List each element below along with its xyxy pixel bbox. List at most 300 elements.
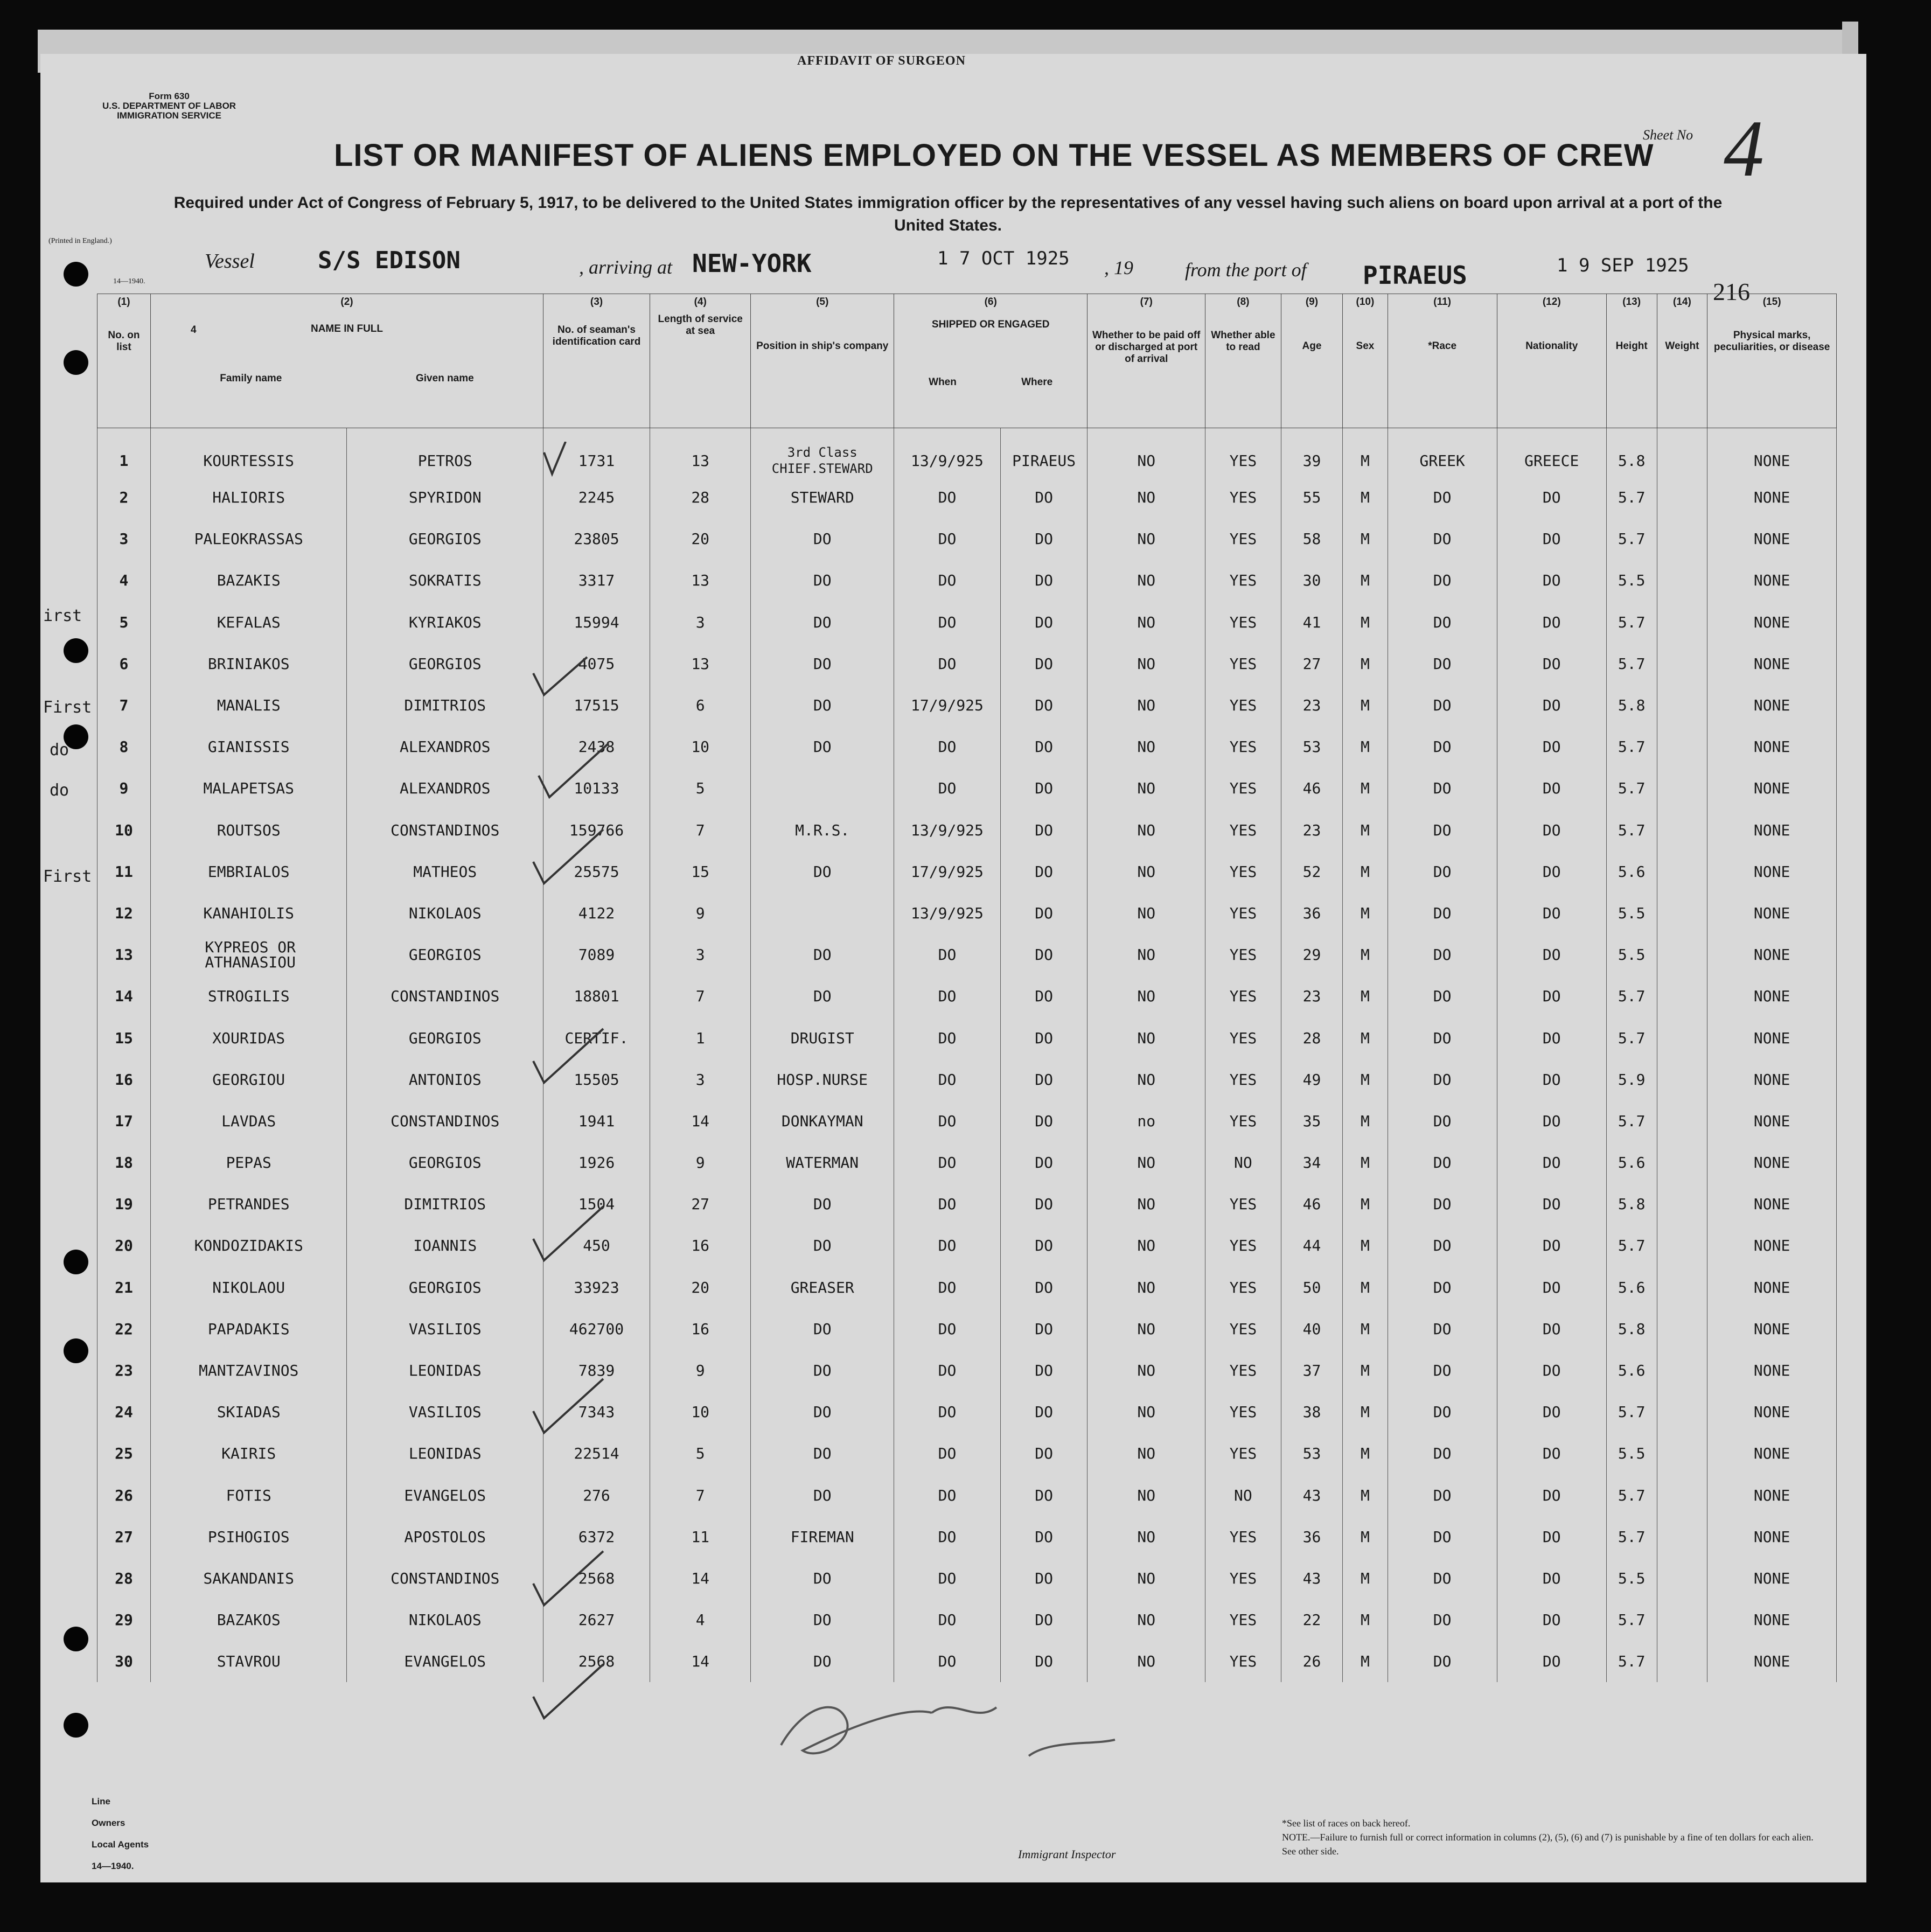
height: 5.5 bbox=[1606, 560, 1657, 601]
from-port: PIRAEUS bbox=[1363, 261, 1467, 290]
service-length: 6 bbox=[650, 685, 750, 726]
agents-label: Local Agents bbox=[92, 1839, 149, 1850]
id-card-number: 276 bbox=[543, 1475, 650, 1516]
id-card-number: 2245 bbox=[543, 477, 650, 518]
age: 34 bbox=[1281, 1142, 1343, 1183]
row-number: 16 bbox=[97, 1059, 151, 1100]
sex: M bbox=[1343, 726, 1388, 768]
able-to-read: YES bbox=[1205, 1641, 1281, 1682]
able-to-read: YES bbox=[1205, 518, 1281, 560]
id-card-number: 4075 bbox=[543, 643, 650, 685]
shipped-where: DO bbox=[1000, 1391, 1087, 1433]
punch-hole bbox=[64, 638, 88, 663]
physical-marks: NONE bbox=[1707, 1391, 1837, 1433]
col-number: (6) bbox=[984, 296, 997, 308]
id-card-number: 7839 bbox=[543, 1350, 650, 1391]
col-sex-header bbox=[1343, 294, 1388, 428]
paid-off: NO bbox=[1088, 685, 1205, 726]
service-length: 27 bbox=[650, 1183, 750, 1225]
given-name: ANTONIOS bbox=[347, 1059, 543, 1100]
id-card-number: 1926 bbox=[543, 1142, 650, 1183]
margin-note: do bbox=[50, 781, 69, 800]
paid-off: NO bbox=[1088, 1641, 1205, 1682]
id-card-number: CERTIF. bbox=[543, 1017, 650, 1058]
height: 5.7 bbox=[1606, 726, 1657, 768]
sex: M bbox=[1343, 1059, 1388, 1100]
family-name: MANALIS bbox=[150, 685, 347, 726]
nationality: DO bbox=[1497, 560, 1606, 601]
able-to-read: YES bbox=[1205, 1017, 1281, 1058]
table-row bbox=[97, 1100, 1837, 1142]
weight bbox=[1657, 602, 1707, 643]
sex: M bbox=[1343, 934, 1388, 975]
shipped-where: DO bbox=[1000, 518, 1087, 560]
col-label: Sex bbox=[1356, 340, 1375, 352]
row-number: 9 bbox=[97, 768, 151, 809]
able-to-read: YES bbox=[1205, 477, 1281, 518]
sex: M bbox=[1343, 975, 1388, 1017]
table-row bbox=[97, 726, 1837, 768]
service-length: 9 bbox=[650, 1142, 750, 1183]
paid-off: NO bbox=[1088, 560, 1205, 601]
given-name: PETROS bbox=[347, 428, 543, 477]
id-card-number: 10133 bbox=[543, 768, 650, 809]
shipped-when: DO bbox=[894, 768, 1001, 809]
paid-off: NO bbox=[1088, 602, 1205, 643]
arriving-port: NEW-YORK bbox=[692, 249, 812, 278]
nationality: DO bbox=[1497, 1225, 1606, 1266]
age: 36 bbox=[1281, 892, 1343, 934]
height: 5.7 bbox=[1606, 1641, 1657, 1682]
col-label: Length of service at sea bbox=[658, 313, 743, 337]
shipped-where: DO bbox=[1000, 477, 1087, 518]
given-name: GEORGIOS bbox=[347, 1267, 543, 1308]
id-card-number: 1731 bbox=[543, 428, 650, 477]
table-row bbox=[97, 1225, 1837, 1266]
shipped-where: DO bbox=[1000, 1142, 1087, 1183]
weight bbox=[1657, 975, 1707, 1017]
service-length: 13 bbox=[650, 428, 750, 477]
row-number: 6 bbox=[97, 643, 151, 685]
position: DO bbox=[751, 685, 894, 726]
physical-marks: NONE bbox=[1707, 1142, 1837, 1183]
checkmark bbox=[533, 1664, 603, 1718]
col-position-header bbox=[751, 294, 894, 428]
height: 5.7 bbox=[1606, 477, 1657, 518]
paid-off: NO bbox=[1088, 477, 1205, 518]
service-length: 4 bbox=[650, 1599, 750, 1641]
table-row bbox=[97, 975, 1837, 1017]
family-name: BRINIAKOS bbox=[150, 643, 347, 685]
id-card-number: 7089 bbox=[543, 934, 650, 975]
race: DO bbox=[1388, 851, 1497, 892]
given-name: KYRIAKOS bbox=[347, 602, 543, 643]
sex: M bbox=[1343, 518, 1388, 560]
id-card-number: 2568 bbox=[543, 1558, 650, 1599]
row-number: 20 bbox=[97, 1225, 151, 1266]
age: 53 bbox=[1281, 726, 1343, 768]
given-name: LEONIDAS bbox=[347, 1350, 543, 1391]
able-to-read: YES bbox=[1205, 1599, 1281, 1641]
penalty-note: NOTE.—Failure to furnish full or correct information in columns (2), (5), (6) and (7) is punishable by a fine of ten dollars for each alien. See other side. bbox=[1282, 1832, 1814, 1857]
col-label: Position in ship's company bbox=[756, 340, 889, 352]
nationality: DO bbox=[1497, 602, 1606, 643]
shipped-where: DO bbox=[1000, 726, 1087, 768]
shipped-when: DO bbox=[894, 1267, 1001, 1308]
nationality: DO bbox=[1497, 1017, 1606, 1058]
nationality: DO bbox=[1497, 1516, 1606, 1558]
table-row bbox=[97, 1059, 1837, 1100]
shipped-where: DO bbox=[1000, 560, 1087, 601]
family-name: GEORGIOU bbox=[150, 1059, 347, 1100]
position: DO bbox=[751, 1225, 894, 1266]
row-number: 2 bbox=[97, 477, 151, 518]
paid-off: NO bbox=[1088, 1142, 1205, 1183]
height: 5.5 bbox=[1606, 1558, 1657, 1599]
family-name: BAZAKOS bbox=[150, 1599, 347, 1641]
paid-off: NO bbox=[1088, 810, 1205, 851]
checkmark bbox=[533, 1551, 603, 1605]
sex: M bbox=[1343, 1516, 1388, 1558]
service-length: 7 bbox=[650, 1475, 750, 1516]
row-number: 13 bbox=[97, 934, 151, 975]
weight bbox=[1657, 1225, 1707, 1266]
table-row bbox=[97, 934, 1837, 975]
position: DO bbox=[751, 1599, 894, 1641]
weight bbox=[1657, 428, 1707, 477]
col-paid-header bbox=[1088, 294, 1205, 428]
physical-marks: NONE bbox=[1707, 560, 1837, 601]
nationality: DO bbox=[1497, 768, 1606, 809]
physical-marks: NONE bbox=[1707, 1641, 1837, 1682]
family-name: LAVDAS bbox=[150, 1100, 347, 1142]
weight bbox=[1657, 560, 1707, 601]
nationality: DO bbox=[1497, 975, 1606, 1017]
height: 5.7 bbox=[1606, 643, 1657, 685]
sex: M bbox=[1343, 851, 1388, 892]
position: HOSP.NURSE bbox=[751, 1059, 894, 1100]
nationality: DO bbox=[1497, 934, 1606, 975]
position bbox=[751, 768, 894, 809]
given-name: DIMITRIOS bbox=[347, 1183, 543, 1225]
shipped-where: DO bbox=[1000, 1100, 1087, 1142]
checkmark-strokes bbox=[533, 442, 609, 1718]
paid-off: NO bbox=[1088, 1350, 1205, 1391]
col-label: Nationality bbox=[1525, 340, 1578, 352]
shipped-where: DO bbox=[1000, 1641, 1087, 1682]
able-to-read: YES bbox=[1205, 428, 1281, 477]
col-number: (8) bbox=[1237, 296, 1250, 308]
sex: M bbox=[1343, 1433, 1388, 1474]
crew-manifest-table bbox=[97, 294, 1837, 1682]
nationality: DO bbox=[1497, 518, 1606, 560]
table-row bbox=[97, 1475, 1837, 1516]
family-name: KONDOZIDAKIS bbox=[150, 1225, 347, 1266]
family-name: KYPREOS OR ATHANASIOU bbox=[150, 934, 347, 975]
weight bbox=[1657, 477, 1707, 518]
physical-marks: NONE bbox=[1707, 1599, 1837, 1641]
age: 52 bbox=[1281, 851, 1343, 892]
id-card-number: 22514 bbox=[543, 1433, 650, 1474]
able-to-read: NO bbox=[1205, 1475, 1281, 1516]
weight bbox=[1657, 1475, 1707, 1516]
physical-marks: NONE bbox=[1707, 1350, 1837, 1391]
inspector-checkmarks bbox=[522, 442, 630, 1724]
age: 39 bbox=[1281, 428, 1343, 477]
service-length: 10 bbox=[650, 1391, 750, 1433]
weight bbox=[1657, 1308, 1707, 1350]
family-name: PEPAS bbox=[150, 1142, 347, 1183]
table-row bbox=[97, 1558, 1837, 1599]
col-marks-header bbox=[1707, 294, 1837, 428]
position: DO bbox=[751, 1433, 894, 1474]
id-card-number: 7343 bbox=[543, 1391, 650, 1433]
shipped-when: 13/9/925 bbox=[894, 810, 1001, 851]
sex: M bbox=[1343, 1225, 1388, 1266]
weight bbox=[1657, 1558, 1707, 1599]
sex: M bbox=[1343, 1017, 1388, 1058]
row-number: 11 bbox=[97, 851, 151, 892]
shipped-where: DO bbox=[1000, 975, 1087, 1017]
shipped-where: DO bbox=[1000, 1017, 1087, 1058]
height: 5.7 bbox=[1606, 1599, 1657, 1641]
sheet-label: Sheet No bbox=[1643, 127, 1693, 143]
shipped-where: DO bbox=[1000, 810, 1087, 851]
nationality: DO bbox=[1497, 1100, 1606, 1142]
position: FIREMAN bbox=[751, 1516, 894, 1558]
service-length: 16 bbox=[650, 1308, 750, 1350]
physical-marks: NONE bbox=[1707, 726, 1837, 768]
sex: M bbox=[1343, 1183, 1388, 1225]
races-note: *See list of races on back hereof. bbox=[1282, 1818, 1411, 1829]
form-number: Form 630 bbox=[149, 91, 190, 101]
id-card-number: 450 bbox=[543, 1225, 650, 1266]
row-number: 19 bbox=[97, 1183, 151, 1225]
paid-off: NO bbox=[1088, 1599, 1205, 1641]
able-to-read: YES bbox=[1205, 560, 1281, 601]
col-number: (11) bbox=[1433, 296, 1452, 308]
checkmark bbox=[533, 829, 603, 883]
given-name: EVANGELOS bbox=[347, 1475, 543, 1516]
col-label: Weight bbox=[1665, 340, 1699, 352]
shipped-where: DO bbox=[1000, 1267, 1087, 1308]
given-name: IOANNIS bbox=[347, 1225, 543, 1266]
nationality: DO bbox=[1497, 1350, 1606, 1391]
id-card-number: 6372 bbox=[543, 1516, 650, 1558]
service-length: 7 bbox=[650, 810, 750, 851]
service: IMMIGRATION SERVICE bbox=[117, 110, 222, 121]
shipped-when: DO bbox=[894, 643, 1001, 685]
family-name: PAPADAKIS bbox=[150, 1308, 347, 1350]
able-to-read: YES bbox=[1205, 1183, 1281, 1225]
service-length: 13 bbox=[650, 643, 750, 685]
position: DO bbox=[751, 560, 894, 601]
shipped-when: DO bbox=[894, 1017, 1001, 1058]
height: 5.6 bbox=[1606, 1350, 1657, 1391]
age: 40 bbox=[1281, 1308, 1343, 1350]
nationality: DO bbox=[1497, 1641, 1606, 1682]
sex: M bbox=[1343, 1599, 1388, 1641]
physical-marks: NONE bbox=[1707, 934, 1837, 975]
given-name: MATHEOS bbox=[347, 851, 543, 892]
checkmark bbox=[544, 442, 566, 474]
nationality: DO bbox=[1497, 1267, 1606, 1308]
shipped-where: DO bbox=[1000, 1225, 1087, 1266]
table-row bbox=[97, 643, 1837, 685]
race: DO bbox=[1388, 1641, 1497, 1682]
table-row bbox=[97, 1267, 1837, 1308]
shipped-when: DO bbox=[894, 726, 1001, 768]
sex: M bbox=[1343, 560, 1388, 601]
physical-marks: NONE bbox=[1707, 851, 1837, 892]
age: 46 bbox=[1281, 768, 1343, 809]
age: 28 bbox=[1281, 1017, 1343, 1058]
line-label: Line bbox=[92, 1796, 110, 1807]
given-name: NIKOLAOS bbox=[347, 892, 543, 934]
nationality: DO bbox=[1497, 810, 1606, 851]
able-to-read: YES bbox=[1205, 1059, 1281, 1100]
row-number: 14 bbox=[97, 975, 151, 1017]
service-length: 14 bbox=[650, 1641, 750, 1682]
race: DO bbox=[1388, 1183, 1497, 1225]
vessel-label: Vessel bbox=[205, 250, 255, 273]
physical-marks: NONE bbox=[1707, 810, 1837, 851]
given-name: LEONIDAS bbox=[347, 1433, 543, 1474]
race: DO bbox=[1388, 934, 1497, 975]
table-row bbox=[97, 477, 1837, 518]
shipped-when: DO bbox=[894, 560, 1001, 601]
race: DO bbox=[1388, 643, 1497, 685]
paid-off: no bbox=[1088, 1100, 1205, 1142]
able-to-read: YES bbox=[1205, 1267, 1281, 1308]
sex: M bbox=[1343, 428, 1388, 477]
col-label: NAME IN FULL bbox=[310, 323, 384, 334]
when-label: When bbox=[929, 376, 957, 388]
shipped-when: DO bbox=[894, 1391, 1001, 1433]
shipped-when: DO bbox=[894, 1225, 1001, 1266]
checkmark bbox=[539, 743, 609, 797]
row-number: 18 bbox=[97, 1142, 151, 1183]
col-number: (3) bbox=[590, 296, 603, 308]
nationality: DO bbox=[1497, 1391, 1606, 1433]
able-to-read: YES bbox=[1205, 1516, 1281, 1558]
weight bbox=[1657, 685, 1707, 726]
service-length: 9 bbox=[650, 892, 750, 934]
shipped-when: DO bbox=[894, 1100, 1001, 1142]
position: STEWARD bbox=[751, 477, 894, 518]
service-length: 3 bbox=[650, 1059, 750, 1100]
nationality: DO bbox=[1497, 726, 1606, 768]
id-card-number: 18801 bbox=[543, 975, 650, 1017]
paid-off: NO bbox=[1088, 1308, 1205, 1350]
height: 5.7 bbox=[1606, 975, 1657, 1017]
col-number: (4) bbox=[694, 296, 707, 308]
age: 49 bbox=[1281, 1059, 1343, 1100]
sheet-number: 4 bbox=[1724, 104, 1764, 193]
given-name: GEORGIOS bbox=[347, 643, 543, 685]
table-row bbox=[97, 1017, 1837, 1058]
height: 5.7 bbox=[1606, 602, 1657, 643]
paid-off: NO bbox=[1088, 1558, 1205, 1599]
row-number: 30 bbox=[97, 1641, 151, 1682]
service-length: 3 bbox=[650, 934, 750, 975]
position: DO bbox=[751, 643, 894, 685]
family-name: HALIORIS bbox=[150, 477, 347, 518]
position: DRUGIST bbox=[751, 1017, 894, 1058]
inspector-label: Immigrant Inspector bbox=[1018, 1847, 1116, 1861]
race: DO bbox=[1388, 518, 1497, 560]
able-to-read: YES bbox=[1205, 1350, 1281, 1391]
height: 5.7 bbox=[1606, 1516, 1657, 1558]
shipped-when: DO bbox=[894, 518, 1001, 560]
sex: M bbox=[1343, 1558, 1388, 1599]
weight bbox=[1657, 726, 1707, 768]
shipped-when: DO bbox=[894, 1433, 1001, 1474]
family-name: MALAPETSAS bbox=[150, 768, 347, 809]
weight bbox=[1657, 768, 1707, 809]
col-number: (12) bbox=[1542, 296, 1561, 308]
given-name: NIKOLAOS bbox=[347, 1599, 543, 1641]
col-name-header bbox=[150, 294, 543, 428]
col-nationality-header bbox=[1497, 294, 1606, 428]
weight bbox=[1657, 1142, 1707, 1183]
family-name: ROUTSOS bbox=[150, 810, 347, 851]
list-number: 4 bbox=[190, 324, 197, 336]
id-card-number: 15994 bbox=[543, 602, 650, 643]
age: 55 bbox=[1281, 477, 1343, 518]
height: 5.5 bbox=[1606, 892, 1657, 934]
age: 27 bbox=[1281, 643, 1343, 685]
weight bbox=[1657, 1516, 1707, 1558]
physical-marks: NONE bbox=[1707, 685, 1837, 726]
row-number: 10 bbox=[97, 810, 151, 851]
shipped-when: 17/9/925 bbox=[894, 851, 1001, 892]
weight bbox=[1657, 1433, 1707, 1474]
service-length: 5 bbox=[650, 768, 750, 809]
weight bbox=[1657, 1391, 1707, 1433]
physical-marks: NONE bbox=[1707, 518, 1837, 560]
shipped-where: PIRAEUS bbox=[1000, 428, 1087, 477]
age: 29 bbox=[1281, 934, 1343, 975]
physical-marks: NONE bbox=[1707, 1267, 1837, 1308]
service-length: 14 bbox=[650, 1100, 750, 1142]
sex: M bbox=[1343, 810, 1388, 851]
shipped-where: DO bbox=[1000, 1475, 1087, 1516]
paid-off: NO bbox=[1088, 1017, 1205, 1058]
nationality: DO bbox=[1497, 643, 1606, 685]
given-name: GEORGIOS bbox=[347, 934, 543, 975]
shipped-where: DO bbox=[1000, 768, 1087, 809]
physical-marks: NONE bbox=[1707, 643, 1837, 685]
given-name: VASILIOS bbox=[347, 1391, 543, 1433]
id-card-number: 33923 bbox=[543, 1267, 650, 1308]
col-number: (9) bbox=[1305, 296, 1319, 308]
paid-off: NO bbox=[1088, 934, 1205, 975]
sex: M bbox=[1343, 768, 1388, 809]
where-label: Where bbox=[1021, 376, 1053, 388]
sex: M bbox=[1343, 1350, 1388, 1391]
nationality: DO bbox=[1497, 851, 1606, 892]
shipped-where: DO bbox=[1000, 602, 1087, 643]
footer-code: 14—1940. bbox=[92, 1861, 134, 1871]
sex: M bbox=[1343, 1641, 1388, 1682]
table-row bbox=[97, 518, 1837, 560]
sex: M bbox=[1343, 1391, 1388, 1433]
punch-hole bbox=[64, 1627, 88, 1651]
service-length: 1 bbox=[650, 1017, 750, 1058]
table-row bbox=[97, 1308, 1837, 1350]
margin-note: irst bbox=[43, 606, 82, 625]
